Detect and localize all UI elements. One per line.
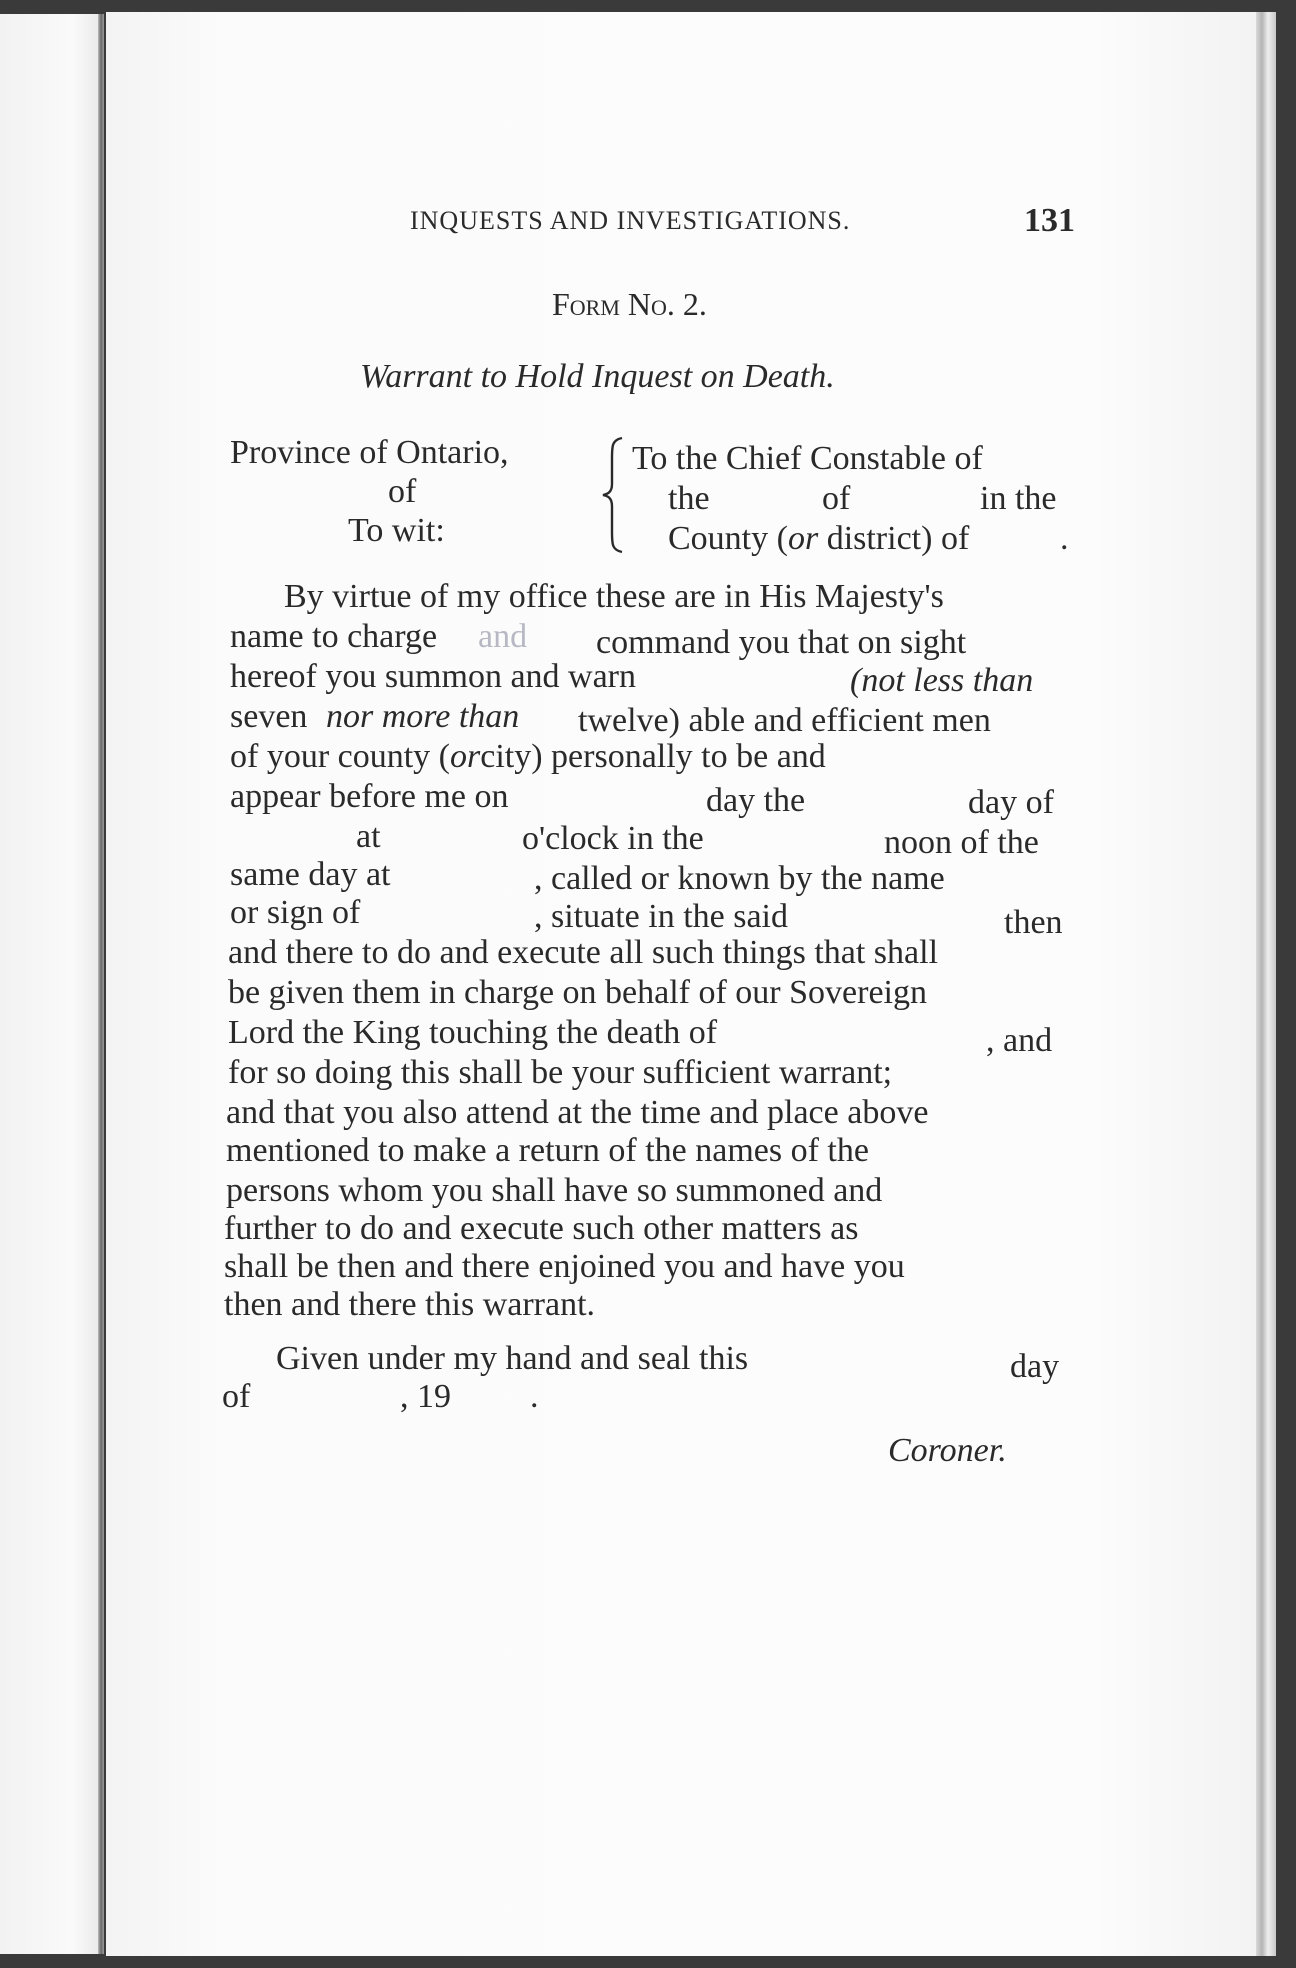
running-head: INQUESTS AND INVESTIGATIONS. [410, 206, 851, 235]
body-line: o'clock in the [522, 820, 704, 857]
venue-province: Province of Ontario, [230, 434, 509, 471]
venue-of-2: of [822, 480, 851, 517]
body-line [230, 740, 826, 774]
body-line: appear before me on [230, 778, 509, 815]
page-gutter [98, 14, 104, 1954]
venue-to-wit: To wit: [348, 512, 445, 549]
body-line-italic: (not less than [850, 662, 1034, 699]
body-line: mentioned to make a return of the names of the [226, 1132, 869, 1169]
venue-county: County (or district) of [668, 520, 970, 557]
body-line: and there to do and execute all such things that shall [228, 934, 939, 971]
body-line: , called or known by the name [534, 860, 945, 897]
body-fragment: city) personally to be and [480, 738, 826, 775]
body-line: noon of the [884, 824, 1039, 861]
body-line: shall be then and there enjoined you and have you [224, 1248, 905, 1285]
curly-brace-icon [600, 436, 626, 554]
signature-coroner: Coroner. [888, 1432, 1007, 1469]
body-line: persons whom you shall have so summoned and [226, 1172, 883, 1209]
body-line: day of [968, 784, 1054, 821]
body-line: day the [706, 782, 806, 819]
body-line: same day at [230, 856, 391, 893]
body-line: seven [230, 698, 308, 735]
body-fragment: of your county ( [230, 738, 451, 775]
body-line: , situate in the said [534, 898, 789, 935]
body-line: then and there this warrant. [224, 1286, 596, 1323]
closing-line: of [222, 1378, 251, 1415]
body-line: for so doing this shall be your sufficient warrant; [228, 1054, 893, 1091]
body-line: hereof you summon and warn [230, 658, 637, 695]
venue-of: of [388, 473, 417, 510]
body-line: command you that on sight [596, 624, 967, 661]
form-subtitle: Warrant to Hold Inquest on Death. [360, 358, 835, 395]
page-edge [1256, 12, 1276, 1956]
closing-line: , 19 [400, 1378, 451, 1415]
body-line: By virtue of my office these are in His Majesty's [284, 578, 944, 615]
body-line: Lord the King touching the death of [228, 1014, 718, 1051]
body-line: further to do and execute such other matters as [224, 1210, 859, 1247]
body-line: at [356, 818, 381, 855]
body-line: or sign of [230, 894, 361, 931]
page-number: 131 [1024, 202, 1075, 239]
form-title [552, 288, 707, 320]
venue-the: the [668, 480, 710, 517]
closing-line: day [1010, 1348, 1060, 1385]
body-line: be given them in charge on behalf of our Sovereign [228, 974, 927, 1011]
closing-line: . [530, 1378, 539, 1415]
facing-page-margin [0, 14, 104, 1954]
body-line: name to charge [230, 618, 438, 655]
venue-in-the: in the [980, 480, 1057, 517]
venue-chief-constable: To the Chief Constable of [632, 440, 983, 477]
body-fragment-italic: or [450, 738, 481, 775]
faded-word: and [478, 618, 528, 655]
body-line: and that you also attend at the time and place above [226, 1094, 929, 1131]
body-line: twelve) able and efficient men [578, 702, 991, 739]
body-line-italic: nor more than [326, 698, 520, 735]
venue-period: . [1060, 520, 1069, 557]
closing-line: Given under my hand and seal this [276, 1340, 749, 1377]
form-title-text: Form No. 2. [552, 286, 707, 322]
body-line: then [1004, 904, 1063, 941]
body-line: , and [986, 1022, 1053, 1059]
